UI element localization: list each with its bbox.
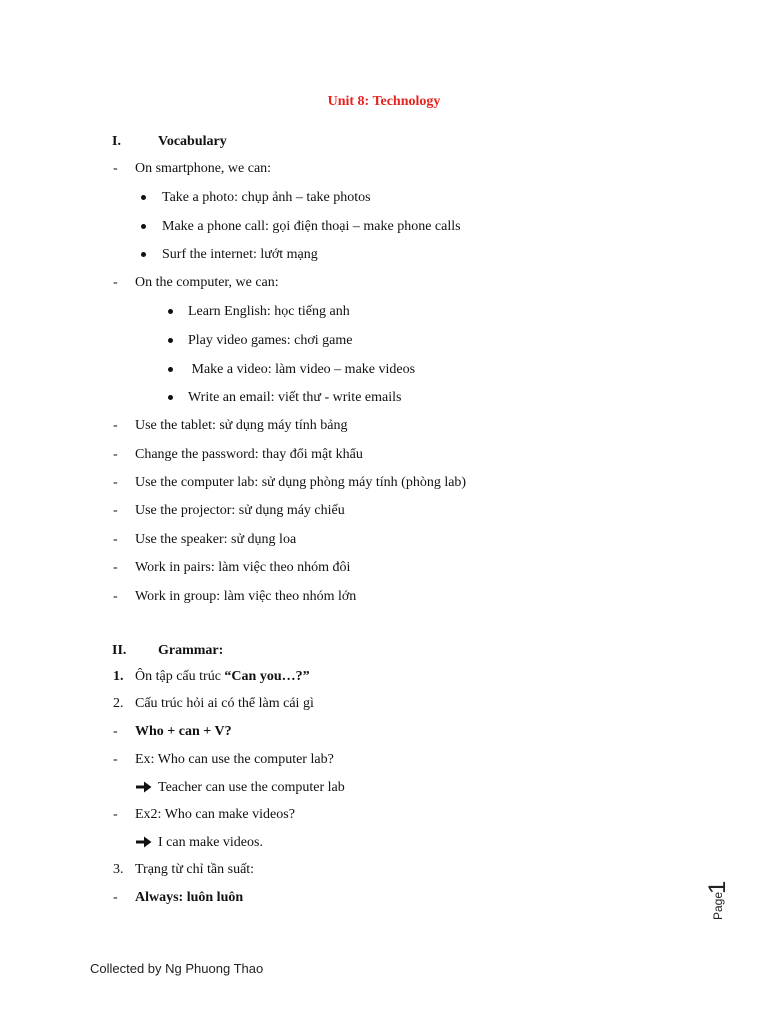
page-label: Page — [711, 891, 725, 920]
dash-marker: - — [113, 475, 118, 490]
bullet-icon — [168, 338, 173, 343]
grammar-item-1-structure: “Can you…?” — [224, 669, 310, 684]
list-item: Write an email: viết thư - write emails — [188, 390, 402, 405]
grammar-item-2: Cấu trúc hỏi ai có thể làm cái gì — [135, 696, 314, 711]
dash-marker: - — [113, 752, 118, 767]
footer-credit: Collected by Ng Phuong Thao — [90, 961, 264, 976]
grammar-item-1-number: 1. — [113, 669, 124, 684]
bullet-icon — [168, 309, 173, 314]
frequency-always: Always: luôn luôn — [135, 890, 244, 905]
bullet-icon — [168, 367, 173, 372]
dash-marker: - — [113, 161, 118, 176]
grammar-item-2-number: 2. — [113, 696, 124, 711]
dash-marker: - — [113, 275, 118, 290]
example-2: Ex2: Who can make videos? — [135, 807, 295, 822]
section-2-heading: Grammar: — [158, 643, 224, 658]
dash-marker: - — [113, 418, 118, 433]
computer-intro: On the computer, we can: — [135, 275, 279, 290]
dash-marker: - — [113, 503, 118, 518]
grammar-formula: Who + can + V? — [135, 724, 232, 739]
dash-marker: - — [113, 807, 118, 822]
phrase-item: Work in group: làm việc theo nhóm lớn — [135, 589, 357, 604]
list-item: Surf the internet: lướt mạng — [162, 247, 318, 262]
dash-marker: - — [113, 589, 118, 604]
bullet-icon — [141, 195, 146, 200]
phrase-item: Use the tablet: sử dụng máy tính bảng — [135, 418, 348, 433]
phrase-item: Change the password: thay đổi mật khẩu — [135, 447, 363, 462]
page-number-value: 1 — [704, 880, 731, 894]
dash-marker: - — [113, 724, 118, 739]
bullet-icon — [141, 252, 146, 257]
list-item: Make a phone call: gọi điện thoại – make phone calls — [162, 219, 461, 234]
phrase-item: Use the projector: sử dụng máy chiếu — [135, 503, 345, 518]
phrase-item: Work in pairs: làm việc theo nhóm đôi — [135, 560, 351, 575]
list-item: Learn English: học tiếng anh — [188, 304, 350, 319]
example-1-answer: Teacher can use the computer lab — [158, 780, 345, 795]
arrow-right-icon — [136, 781, 152, 793]
arrow-right-icon — [136, 836, 152, 848]
section-1-number: I. — [112, 134, 121, 149]
dash-marker: - — [113, 447, 118, 462]
phrase-item: Use the speaker: sử dụng loa — [135, 532, 297, 547]
dash-marker: - — [113, 560, 118, 575]
grammar-item-1-text: Ôn tập cấu trúc — [135, 669, 225, 684]
bullet-icon — [168, 395, 173, 400]
dash-marker: - — [113, 890, 118, 905]
list-item: Play video games: chơi game — [188, 333, 353, 348]
dash-marker: - — [113, 532, 118, 547]
list-item: Take a photo: chụp ảnh – take photos — [162, 190, 371, 205]
list-item: Make a video: làm video – make videos — [188, 362, 416, 377]
phrase-item: Use the computer lab: sử dụng phòng máy tính (phòng lab) — [135, 475, 467, 490]
section-1-heading: Vocabulary — [158, 134, 227, 149]
bullet-icon — [141, 224, 146, 229]
grammar-item-1 — [135, 668, 310, 686]
example-1: Ex: Who can use the computer lab? — [135, 752, 334, 767]
grammar-item-3: Trạng từ chỉ tần suất: — [135, 862, 255, 877]
page-number — [700, 872, 740, 922]
grammar-item-3-number: 3. — [113, 862, 124, 877]
example-2-answer: I can make videos. — [158, 835, 263, 850]
section-2-number: II. — [112, 643, 127, 658]
document-title: Unit 8: Technology — [327, 94, 441, 109]
smartphone-intro: On smartphone, we can: — [135, 161, 272, 176]
